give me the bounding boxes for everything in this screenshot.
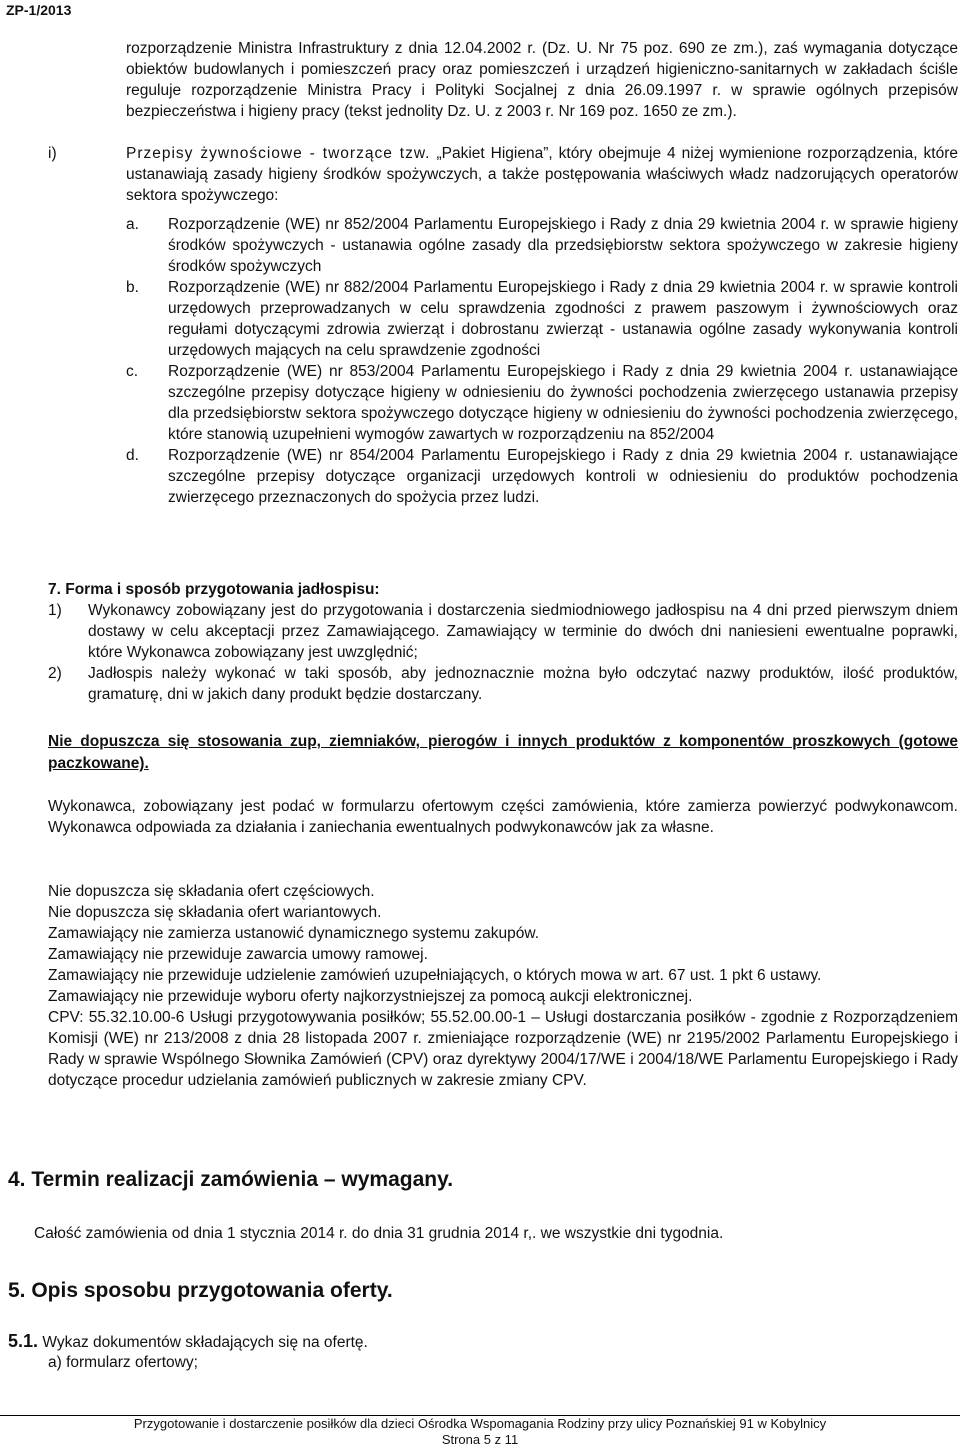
- section-5-heading: 5. Opis sposobu przygotowania oferty.: [8, 1279, 393, 1302]
- section-5-1-text: Wykaz dokumentów składających się na ofertę.: [42, 1334, 368, 1351]
- list-label: 1): [48, 602, 62, 619]
- footer-title: Przygotowanie i dostarczenie posiłków dla dzieci Ośrodka Wspomagania Rodziny przy ulicy Poznańskiej 91 w Kobylnicy: [133, 1416, 827, 1431]
- rule-auction: Zamawiający nie przewiduje wyboru oferty najkorzystniejszej za pomocą aukcji elektronicznej.: [48, 988, 693, 1005]
- page-number: Strona 5 z 11: [441, 1432, 519, 1447]
- rule-line: Nie dopuszcza się składania ofert częściowych.: [48, 883, 375, 900]
- rule-supplementary: Zamawiający nie przewiduje udzielenie zamówień uzupełniających, o których mowa w art. 67 ust. 1 pkt 6 ustawy.: [48, 967, 822, 984]
- list-text: Wykonawcy zobowiązany jest do przygotowania i dostarczenia siedmiodniowego jadłospisu na 4 dni przed pierwszym dniem dostawy w celu akceptacji przez Zamawiającego. Zamawiający w terminie do dwóch dni naniesieni ewentualne poprawki, które Wykonawca zobowiązany jest uwzględnić;: [88, 602, 958, 661]
- subcontract-paragraph: Wykonawca, zobowiązany jest podać w formularzu ofertowym części zamówienia, które zamierza powierzyć podwykonawcom. Wykonawca odpowiada za działania i zaniechania ewentualnych podwykonawców jak za własne.: [48, 798, 958, 836]
- regulation-label: d.: [126, 447, 139, 464]
- section-7-list: [48, 600, 958, 705]
- item-i-title: Przepisy żywnościowe - tworzące tzw.: [126, 145, 431, 162]
- regulation-item-c: [126, 361, 958, 445]
- rule-line: Zamawiający nie przewiduje zawarcia umowy ramowej.: [48, 946, 428, 963]
- warning-powdered-products: Nie dopuszcza się stosowania zup, ziemniaków, pierogów i innych produktów z komponentów proszkowych (gotowe paczkowane).: [48, 733, 958, 772]
- regulation-text: Rozporządzenie (WE) nr 854/2004 Parlamentu Europejskiego i Rady z dnia 29 kwietnia 2004 r. ustanawiające szczególne przepisy dotyczące organizacji urzędowych kontroli w odniesieniu do produktów pochodzenia zwierzęcego przeznaczonych do spożycia przez ludzi.: [168, 447, 958, 506]
- intro-paragraph: rozporządzenie Ministra Infrastruktury z dnia 12.04.2002 r. (Dz. U. Nr 75 poz. 690 ze zm.), zaś wymagania dotyczące obiektów budowlanych i pomieszczeń pracy oraz pomieszczeń i urządzeń higieniczno-sanitarnych w zakładach ściśle reguluje rozporządzenie Ministra Pracy i Polityki Socjalnej z dnia 26.09.1997 r. w sprawie ogólnych przepisów bezpieczeństwa i higieny pracy (tekst jednolity Dz. U. z 2003 r. Nr 169 poz. 1650 ze zm.).: [126, 40, 958, 120]
- section-7-item-2: [48, 663, 958, 705]
- section-5-item-a: a) formularz ofertowy;: [48, 1354, 198, 1371]
- section-5-1-number: 5.1.: [8, 1331, 39, 1351]
- section-4-text: Całość zamówienia od dnia 1 stycznia 2014 r. do dnia 31 grudnia 2014 r,. we wszystkie dni tygodnia.: [34, 1225, 724, 1242]
- rule-line: Nie dopuszcza się składania ofert wariantowych.: [48, 904, 382, 921]
- regulation-item-b: [126, 277, 958, 361]
- item-i-rest: „Pakiet Higiena”, który obejmuje 4 niżej wymienione rozporządzenia, które ustanawiają zasady higieny środków spożywczych, a także postępowania właściwych władz nadzorujących operatorów sektora spożywczego:: [126, 145, 958, 204]
- item-i: [48, 143, 958, 206]
- item-i-text: [126, 143, 958, 206]
- regulation-label: b.: [126, 279, 139, 296]
- regulation-text: Rozporządzenie (WE) nr 852/2004 Parlamentu Europejskiego i Rady z dnia 29 kwietnia 2004 r. w sprawie higieny środków spożywczych - ustanawia ogólne zasady dla przedsiębiorstw sektora spożywczego w zakresie higieny środków spożywczych: [168, 216, 958, 275]
- section-7-item-1: [48, 600, 958, 663]
- regulation-label: a.: [126, 216, 139, 233]
- section-4-heading: 4. Termin realizacji zamówienia – wymagany.: [8, 1168, 454, 1191]
- regulation-label: c.: [126, 363, 139, 380]
- page-footer: [0, 1415, 960, 1448]
- section-7-heading: 7. Forma i sposób przygotowania jadłospisu:: [48, 581, 380, 598]
- list-label: 2): [48, 665, 62, 682]
- document-id: ZP-1/2013: [6, 2, 72, 18]
- regulation-text: Rozporządzenie (WE) nr 853/2004 Parlamentu Europejskiego i Rady z dnia 29 kwietnia 2004 r. ustanawiające szczególne przepisy dotyczące higieny w odniesieniu do żywności pochodzenia zwierzęcego ustanawia przepisy dla przedsiębiorstw sektora spożywczego dotyczące higieny w odniesieniu do żywności pochodzenia zwierzęcego, które stanowią uzupełnieni wymogów zawartych w rozporządzeniu na 852/2004: [168, 363, 958, 443]
- offer-rules: [48, 881, 958, 1091]
- regulation-item-a: [126, 214, 958, 277]
- cpv-paragraph: CPV: 55.32.10.00-6 Usługi przygotowywania posiłków; 55.52.00.00-1 – Usługi dostarczania posiłków - zgodnie z Rozporządzeniem Komisji (WE) nr 213/2008 z dnia 28 listopada 2007 r. zmieniające rozporządzenie (WE) nr 2195/2002 Parlamentu Europejskiego i Rady w sprawie Wspólnego Słownika Zamówień (CPV) oraz dyrektywy 2004/17/WE i 2004/18/WE Parlamentu Europejskiego i Rady dotyczące procedur udzielania zamówień publicznych w zakresie zmiany CPV.: [48, 1009, 958, 1089]
- list-text: Jadłospis należy wykonać w taki sposób, aby jednoznacznie można było odczytać nazwy produktów, ilość produktów, gramaturę, dni w jakich dany produkt będzie dostarczany.: [88, 665, 958, 703]
- rule-line: Zamawiający nie zamierza ustanowić dynamicznego systemu zakupów.: [48, 925, 540, 942]
- regulation-list: [126, 214, 958, 508]
- regulation-text: Rozporządzenie (WE) nr 882/2004 Parlamentu Europejskiego i Rady z dnia 29 kwietnia 2004 r. w sprawie kontroli urzędowych przeprowadzanych w celu sprawdzenia zgodności z prawem paszowym i żywnościowych oraz regułami dotyczącymi zdrowia zwierząt i dobrostanu zwierząt - ustanawia ogólne zasady wykonywania kontroli urzędowych mających na celu sprawdzenie zgodności: [168, 279, 958, 359]
- section-5-1: [8, 1331, 368, 1353]
- item-i-label: i): [48, 145, 57, 162]
- regulation-item-d: [126, 445, 958, 508]
